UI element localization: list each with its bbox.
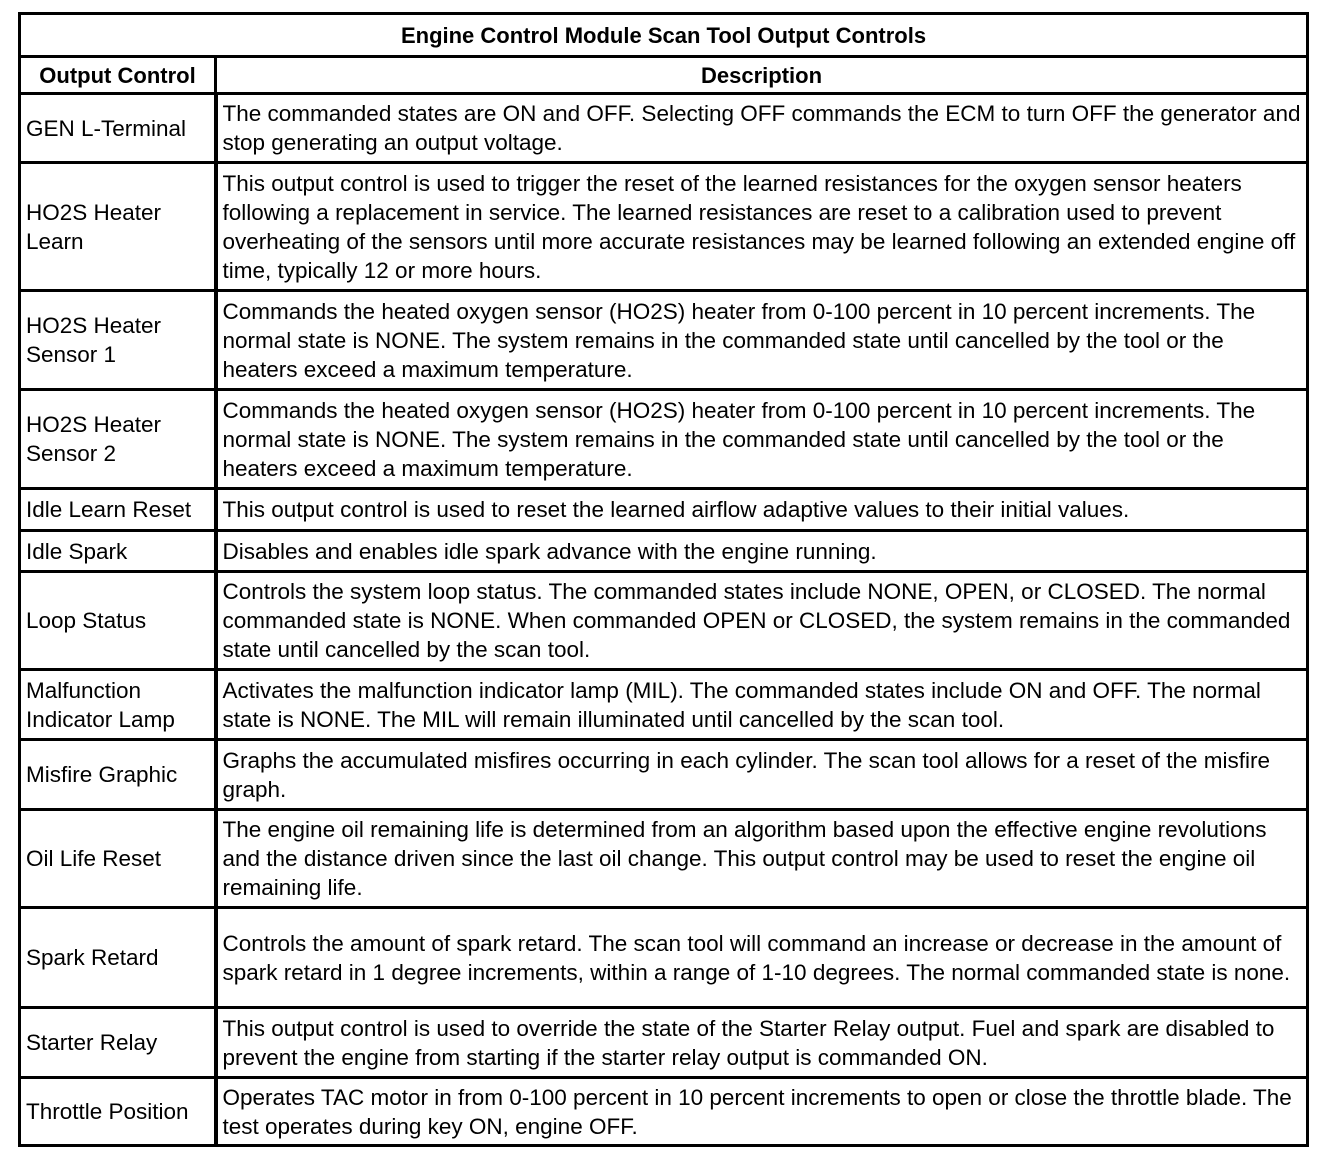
description-cell: Controls the amount of spark retard. The scan tool will command an increase or decrease in the amount of spark retard in 1 degree increments, within a range of 1-10 degrees. The normal commanded state is none. bbox=[216, 908, 1308, 1008]
table-row bbox=[20, 670, 1308, 740]
output-control-cell: Loop Status bbox=[20, 572, 216, 670]
output-control-cell: Oil Life Reset bbox=[20, 810, 216, 908]
output-control-cell: Idle Learn Reset bbox=[20, 489, 216, 531]
description-cell: This output control is used to trigger the reset of the learned resistances for the oxygen sensor heaters following a replacement in service. The learned resistances are reset to a calibration used to prevent overheating of the sensors until more accurate resistances may be learned following an extended engine off time, typically 12 or more hours. bbox=[216, 163, 1308, 291]
description-cell: Operates TAC motor in from 0-100 percent in 10 percent increments to open or close the throttle blade. The test operates during key ON, engine OFF. bbox=[216, 1078, 1308, 1146]
table-row bbox=[20, 572, 1308, 670]
column-header-description: Description bbox=[216, 57, 1308, 94]
output-control-cell: Spark Retard bbox=[20, 908, 216, 1008]
table-row bbox=[20, 908, 1308, 1008]
output-control-cell: Malfunction Indicator Lamp bbox=[20, 670, 216, 740]
output-control-cell: Misfire Graphic bbox=[20, 740, 216, 810]
description-cell: Activates the malfunction indicator lamp (MIL). The commanded states include ON and OFF. The normal state is NONE. The MIL will remain illuminated until cancelled by the scan tool. bbox=[216, 670, 1308, 740]
description-cell: Controls the system loop status. The commanded states include NONE, OPEN, or CLOSED. The normal commanded state is NONE. When commanded OPEN or CLOSED, the system remains in the commanded state until cancelled by the scan tool. bbox=[216, 572, 1308, 670]
table-row bbox=[20, 163, 1308, 291]
description-cell: This output control is used to reset the learned airflow adaptive values to their initial values. bbox=[216, 489, 1308, 531]
table-row bbox=[20, 1078, 1308, 1146]
description-cell: The commanded states are ON and OFF. Selecting OFF commands the ECM to turn OFF the generator and stop generating an output voltage. bbox=[216, 94, 1308, 163]
column-header-output-control: Output Control bbox=[20, 57, 216, 94]
output-control-cell: Throttle Position bbox=[20, 1078, 216, 1146]
output-controls-table bbox=[18, 12, 1309, 1147]
output-control-cell: Idle Spark bbox=[20, 531, 216, 572]
table-row bbox=[20, 291, 1308, 390]
output-control-cell: Starter Relay bbox=[20, 1008, 216, 1078]
table-header-row bbox=[20, 57, 1308, 94]
description-cell: Graphs the accumulated misfires occurring in each cylinder. The scan tool allows for a reset of the misfire graph. bbox=[216, 740, 1308, 810]
table-row bbox=[20, 489, 1308, 531]
table-title-row bbox=[20, 14, 1308, 57]
description-cell: The engine oil remaining life is determined from an algorithm based upon the effective engine revolutions and the distance driven since the last oil change. This output control may be used to reset the engine oil remaining life. bbox=[216, 810, 1308, 908]
table-title: Engine Control Module Scan Tool Output Controls bbox=[20, 14, 1308, 57]
output-control-cell: HO2S Heater Learn bbox=[20, 163, 216, 291]
table-row bbox=[20, 531, 1308, 572]
output-control-cell: GEN L-Terminal bbox=[20, 94, 216, 163]
table-row bbox=[20, 390, 1308, 489]
description-cell: Disables and enables idle spark advance with the engine running. bbox=[216, 531, 1308, 572]
description-cell: Commands the heated oxygen sensor (HO2S) heater from 0-100 percent in 10 percent increments. The normal state is NONE. The system remains in the commanded state until cancelled by the tool or the heaters exceed a maximum temperature. bbox=[216, 291, 1308, 390]
output-control-cell: HO2S Heater Sensor 2 bbox=[20, 390, 216, 489]
table-row bbox=[20, 810, 1308, 908]
description-cell: Commands the heated oxygen sensor (HO2S) heater from 0-100 percent in 10 percent increments. The normal state is NONE. The system remains in the commanded state until cancelled by the tool or the heaters exceed a maximum temperature. bbox=[216, 390, 1308, 489]
description-cell: This output control is used to override the state of the Starter Relay output. Fuel and spark are disabled to prevent the engine from starting if the starter relay output is commanded ON. bbox=[216, 1008, 1308, 1078]
table-row bbox=[20, 94, 1308, 163]
table-row bbox=[20, 1008, 1308, 1078]
output-control-cell: HO2S Heater Sensor 1 bbox=[20, 291, 216, 390]
table-row bbox=[20, 740, 1308, 810]
